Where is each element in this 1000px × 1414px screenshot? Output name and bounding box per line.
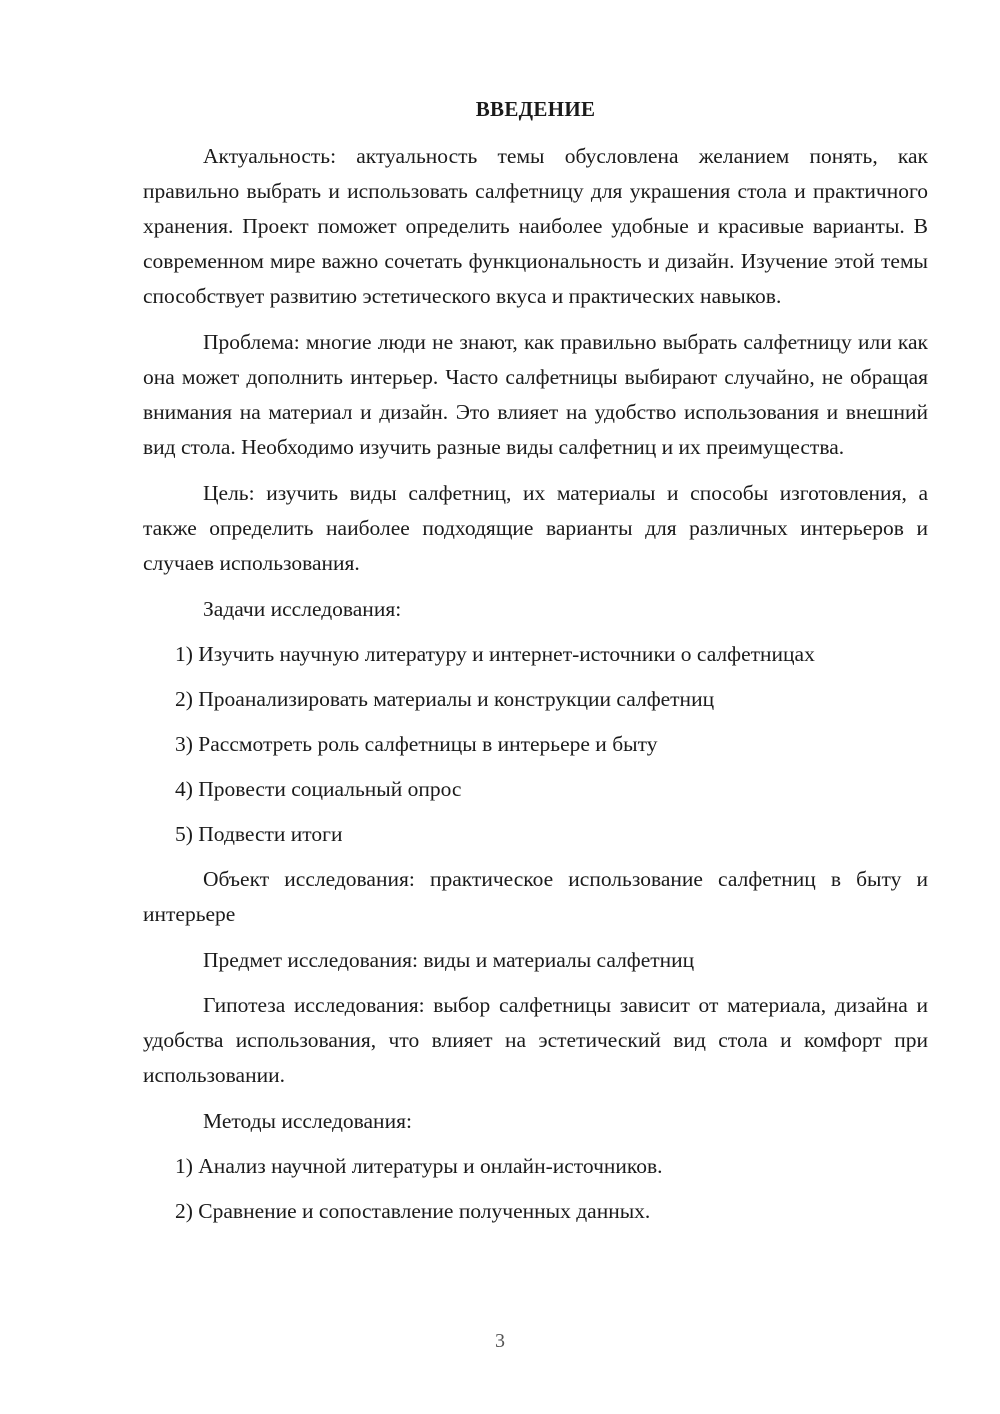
tasks-list bbox=[143, 637, 928, 852]
page-number: 3 bbox=[495, 1330, 505, 1352]
list-item: 2) Проанализировать материалы и конструкции салфетниц bbox=[175, 687, 715, 711]
object-paragraph: Объект исследования: практическое использование салфетниц в быту и интерьере bbox=[143, 867, 928, 926]
methods-list bbox=[143, 1149, 928, 1229]
relevance-paragraph: Актуальность: актуальность темы обусловлена желанием понять, как правильно выбрать и использовать салфетницу для украшения стола и практичного хранения. Проект поможет определить наиболее удобные и красивые варианты. В современном мире важно сочетать функциональность и дизайн. Изучение этой темы способствует развитию эстетического вкуса и практических навыков. bbox=[143, 144, 928, 308]
list-item: 1) Изучить научную литературу и интернет-источники о салфетницах bbox=[175, 642, 815, 666]
hypothesis-paragraph: Гипотеза исследования: выбор салфетницы зависит от материала, дизайна и удобства использования, что влияет на эстетический вид стола и комфорт при использовании. bbox=[143, 993, 928, 1087]
problem-paragraph: Проблема: многие люди не знают, как правильно выбрать салфетницу или как она может дополнить интерьер. Часто салфетницы выбирают случайно, не обращая внимания на материал и дизайн. Это влияет на удобство использования и внешний вид стола. Необходимо изучить разные виды салфетниц и их преимущества. bbox=[143, 330, 928, 459]
section-title: ВВЕДЕНИЕ bbox=[475, 97, 596, 121]
document-page bbox=[143, 92, 928, 1239]
subject-paragraph: Предмет исследования: виды и материалы салфетниц bbox=[203, 948, 695, 972]
methods-heading: Методы исследования: bbox=[203, 1109, 412, 1133]
list-item: 5) Подвести итоги bbox=[175, 822, 343, 846]
list-item: 4) Провести социальный опрос bbox=[175, 777, 462, 801]
list-item: 1) Анализ научной литературы и онлайн-источников. bbox=[175, 1154, 663, 1178]
list-item: 3) Рассмотреть роль салфетницы в интерьере и быту bbox=[175, 732, 658, 756]
tasks-heading: Задачи исследования: bbox=[203, 597, 402, 621]
list-item: 2) Сравнение и сопоставление полученных данных. bbox=[175, 1199, 651, 1223]
goal-paragraph: Цель: изучить виды салфетниц, их материалы и способы изготовления, а также определить наиболее подходящие варианты для различных интерьеров и случаев использования. bbox=[143, 481, 928, 575]
